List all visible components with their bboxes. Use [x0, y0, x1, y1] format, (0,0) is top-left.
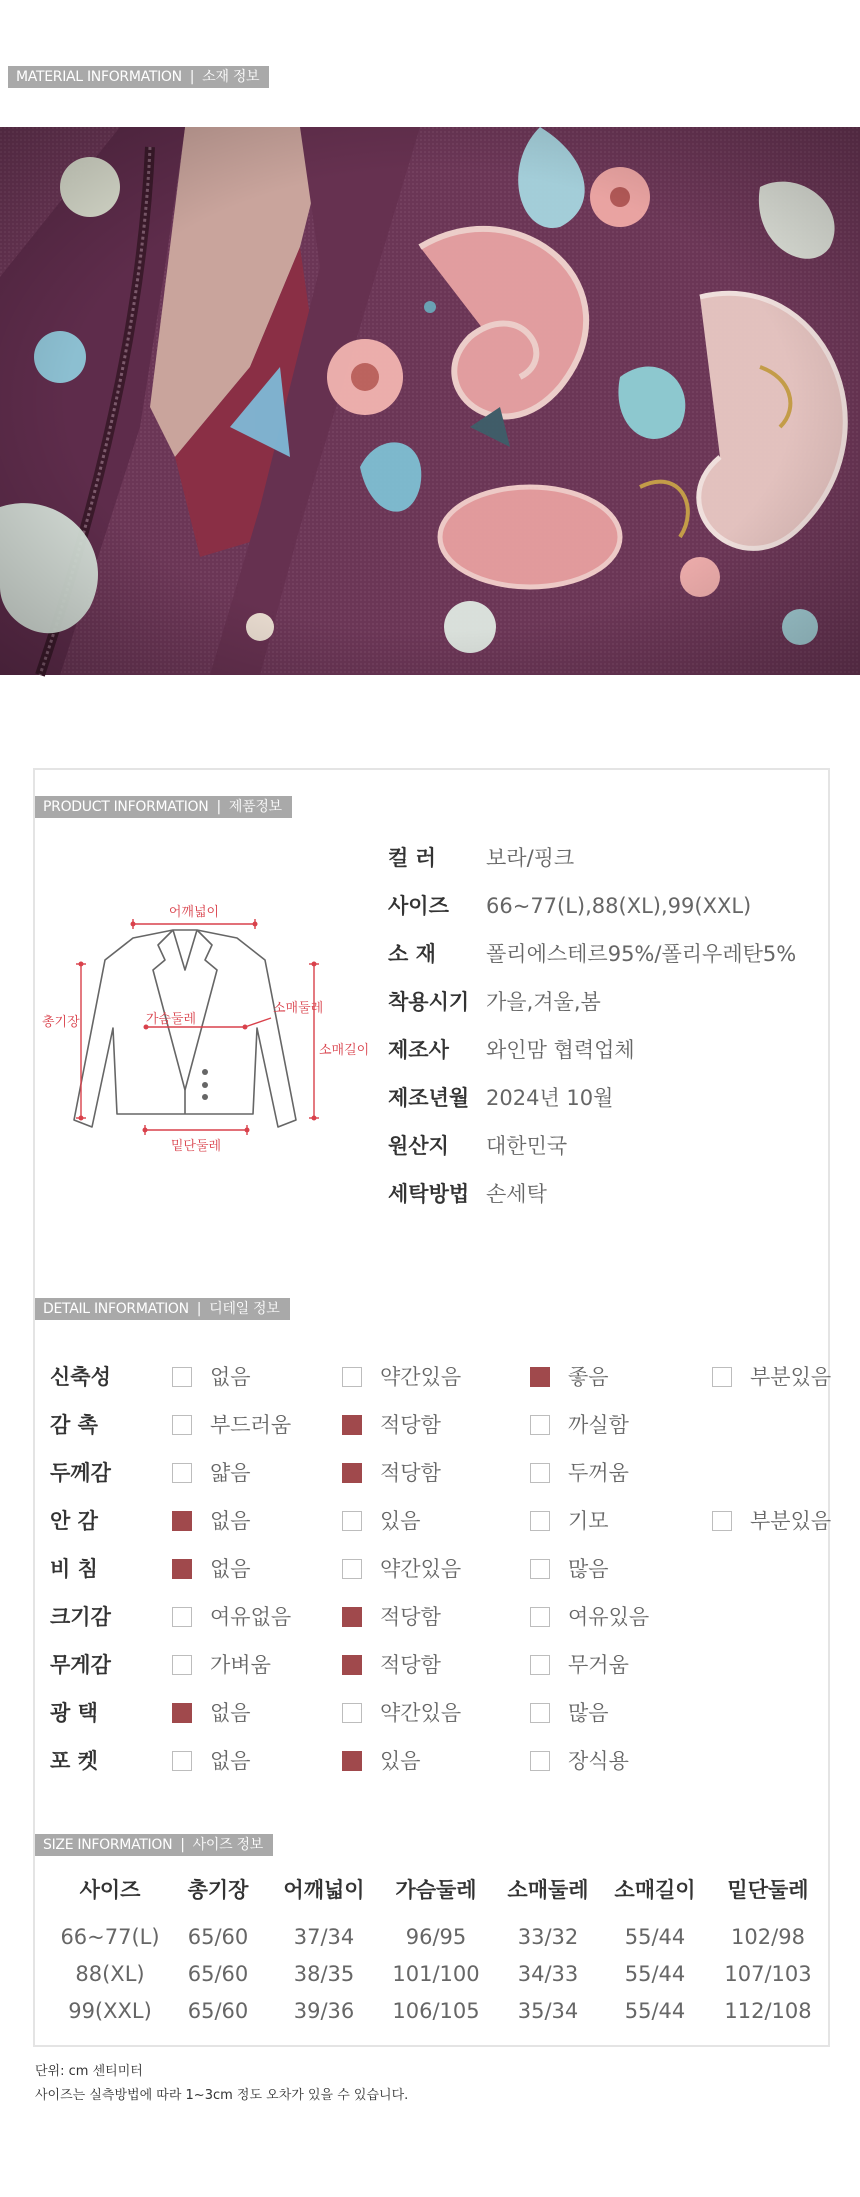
- product-label: 세탁방법: [388, 1182, 470, 1206]
- unchecked-checkbox: [172, 1415, 192, 1435]
- size-cell: 101/100: [392, 1962, 480, 1986]
- unchecked-checkbox: [712, 1511, 732, 1531]
- detail-label: 안 감: [50, 1509, 98, 1533]
- size-diagram: [33, 900, 370, 1160]
- unchecked-checkbox: [530, 1703, 550, 1723]
- tolerance-note: 사이즈는 실측방법에 따라 1~3cm 정도 오차가 있을 수 있습니다.: [35, 2088, 409, 2103]
- detail-label: 크기감: [50, 1605, 111, 1629]
- detail-option-label: 장식용: [568, 1749, 629, 1773]
- detail-info-tag: [35, 1298, 290, 1320]
- product-label: 제조년월: [388, 1086, 470, 1110]
- product-value: 와인맘 협력업체: [486, 1038, 635, 1062]
- detail-option-label: 적당함: [380, 1605, 441, 1629]
- detail-tag-ko: 디테일 정보: [209, 1301, 280, 1317]
- checked-checkbox: [172, 1703, 192, 1723]
- product-value: 2024년 10월: [486, 1086, 614, 1110]
- diagram-sleeve-length-label: 소매길이: [319, 1043, 370, 1058]
- detail-row: [50, 1449, 820, 1497]
- unit-note: 단위: cm 센티미터: [35, 2064, 143, 2079]
- size-header-cell: 사이즈: [79, 1878, 141, 1902]
- checked-checkbox: [342, 1463, 362, 1483]
- detail-option-label: 두꺼움: [568, 1461, 629, 1485]
- detail-option-label: 없음: [210, 1365, 251, 1389]
- unchecked-checkbox: [342, 1703, 362, 1723]
- unchecked-checkbox: [172, 1463, 192, 1483]
- material-info-tag: [8, 66, 269, 88]
- product-info-tag: [35, 796, 292, 818]
- detail-option-label: 얇음: [210, 1461, 251, 1485]
- detail-option-label: 적당함: [380, 1461, 441, 1485]
- product-value: 가을,겨울,봄: [486, 990, 601, 1014]
- product-value: 폴리에스테르95%/폴리우레탄5%: [486, 942, 797, 966]
- size-cell: 55/44: [624, 1999, 686, 2023]
- checked-checkbox: [342, 1607, 362, 1627]
- detail-row: [50, 1545, 820, 1593]
- detail-option-label: 기모: [568, 1509, 609, 1533]
- detail-option-label: 없음: [210, 1749, 251, 1773]
- detail-option-label: 적당함: [380, 1653, 441, 1677]
- diagram-sleeve-circ-label: 소매둘레: [273, 1001, 324, 1016]
- detail-option-label: 부분있음: [750, 1509, 832, 1533]
- detail-option-label: 부드러움: [210, 1413, 292, 1437]
- size-header-cell: 어깨넓이: [283, 1878, 365, 1902]
- size-cell: 55/44: [624, 1925, 686, 1949]
- detail-label: 비 침: [50, 1557, 98, 1581]
- unchecked-checkbox: [342, 1367, 362, 1387]
- unchecked-checkbox: [172, 1751, 192, 1771]
- detail-option-label: 좋음: [568, 1365, 609, 1389]
- checked-checkbox: [342, 1751, 362, 1771]
- size-cell: 35/34: [517, 1999, 579, 2023]
- size-cell: 112/108: [724, 1999, 812, 2023]
- size-info-tag: [35, 1834, 273, 1856]
- detail-option-label: 있음: [380, 1509, 421, 1533]
- size-tag-en: SIZE INFORMATION: [43, 1837, 173, 1853]
- product-label: 컬 러: [388, 846, 436, 870]
- size-header-cell: 총기장: [187, 1878, 249, 1902]
- detail-option-label: 부분있음: [750, 1365, 832, 1389]
- size-header-cell: 소매둘레: [507, 1878, 589, 1902]
- size-cell: 34/33: [517, 1962, 579, 1986]
- size-cell: 37/34: [293, 1925, 355, 1949]
- size-cell: 65/60: [187, 1925, 249, 1949]
- product-label: 사이즈: [388, 894, 449, 918]
- size-tag-ko: 사이즈 정보: [192, 1837, 263, 1853]
- unchecked-checkbox: [712, 1367, 732, 1387]
- diagram-shoulder-label: 어깨넓이: [168, 905, 220, 920]
- size-header-cell: 가슴둘레: [395, 1878, 477, 1902]
- product-tag-en: PRODUCT INFORMATION: [43, 799, 209, 815]
- product-label: 원산지: [388, 1134, 449, 1158]
- tag-separator: |: [189, 69, 195, 85]
- unchecked-checkbox: [530, 1751, 550, 1771]
- product-label: 착용시기: [388, 990, 470, 1014]
- size-cell: 88(XL): [75, 1962, 145, 1986]
- detail-option-label: 있음: [380, 1749, 421, 1773]
- size-header-cell: 소매길이: [614, 1878, 696, 1902]
- detail-label: 감 촉: [50, 1413, 98, 1437]
- detail-option-label: 여유없음: [210, 1605, 292, 1629]
- product-value: 66~77(L),88(XL),99(XXL): [486, 894, 752, 918]
- unchecked-checkbox: [530, 1415, 550, 1435]
- checked-checkbox: [172, 1559, 192, 1579]
- detail-label: 신축성: [50, 1365, 111, 1389]
- tag-separator: |: [216, 799, 221, 815]
- detail-option-label: 없음: [210, 1701, 251, 1725]
- size-cell: 38/35: [293, 1962, 355, 1986]
- detail-option-label: 약간있음: [380, 1557, 462, 1581]
- unchecked-checkbox: [530, 1607, 550, 1627]
- detail-option-label: 가벼움: [210, 1653, 271, 1677]
- checked-checkbox: [342, 1655, 362, 1675]
- detail-row: [50, 1641, 820, 1689]
- unchecked-checkbox: [530, 1559, 550, 1579]
- product-value: 대한민국: [486, 1134, 568, 1158]
- detail-option-label: 없음: [210, 1557, 251, 1581]
- unchecked-checkbox: [172, 1607, 192, 1627]
- checked-checkbox: [172, 1511, 192, 1531]
- unchecked-checkbox: [530, 1655, 550, 1675]
- detail-label: 광 택: [50, 1701, 98, 1725]
- product-value: 손세탁: [486, 1182, 547, 1206]
- size-cell: 107/103: [724, 1962, 812, 1986]
- detail-tag-en: DETAIL INFORMATION: [43, 1301, 189, 1317]
- detail-row: [50, 1689, 820, 1737]
- size-cell: 106/105: [392, 1999, 480, 2023]
- detail-label: 무게감: [50, 1653, 111, 1677]
- material-tag-ko: 소재 정보: [202, 69, 260, 85]
- size-cell: 65/60: [187, 1962, 249, 1986]
- detail-option-label: 없음: [210, 1509, 251, 1533]
- detail-option-label: 약간있음: [380, 1365, 462, 1389]
- size-cell: 65/60: [187, 1999, 249, 2023]
- product-label: 제조사: [388, 1038, 449, 1062]
- size-header-cell: 밑단둘레: [727, 1878, 809, 1902]
- detail-option-label: 까실함: [568, 1413, 629, 1437]
- tag-separator: |: [196, 1301, 202, 1317]
- unchecked-checkbox: [172, 1367, 192, 1387]
- detail-option-label: 무거움: [568, 1653, 629, 1677]
- fabric-photo: [0, 127, 860, 675]
- size-cell: 39/36: [293, 1999, 355, 2023]
- size-cell: 66~77(L): [60, 1925, 160, 1949]
- product-tag-ko: 제품정보: [228, 799, 282, 815]
- size-cell: 99(XXL): [68, 1999, 152, 2023]
- unchecked-checkbox: [530, 1463, 550, 1483]
- product-label: 소 재: [388, 942, 436, 966]
- product-value: 보라/핑크: [486, 846, 575, 870]
- detail-row: [50, 1353, 832, 1401]
- diagram-hem-label: 밑단둘레: [170, 1139, 222, 1154]
- checked-checkbox: [342, 1415, 362, 1435]
- detail-row: [50, 1737, 820, 1785]
- unchecked-checkbox: [342, 1559, 362, 1579]
- detail-option-label: 적당함: [380, 1413, 441, 1437]
- unchecked-checkbox: [172, 1655, 192, 1675]
- detail-option-label: 여유있음: [568, 1605, 650, 1629]
- diagram-total-length-label: 총기장: [42, 1015, 80, 1030]
- detail-label: 포 켓: [50, 1749, 98, 1773]
- detail-option-label: 많음: [568, 1557, 609, 1581]
- diagram-chest-label: 가슴둘레: [145, 1012, 197, 1027]
- size-cell: 96/95: [405, 1925, 467, 1949]
- detail-row: [50, 1593, 820, 1641]
- size-cell: 33/32: [517, 1925, 579, 1949]
- detail-label: 두께감: [50, 1461, 111, 1485]
- checked-checkbox: [530, 1367, 550, 1387]
- unchecked-checkbox: [530, 1511, 550, 1531]
- detail-option-label: 약간있음: [380, 1701, 462, 1725]
- detail-option-label: 많음: [568, 1701, 609, 1725]
- material-tag-en: MATERIAL INFORMATION: [16, 69, 182, 85]
- size-cell: 55/44: [624, 1962, 686, 1986]
- detail-row: [50, 1497, 832, 1545]
- tag-separator: |: [180, 1837, 185, 1853]
- unchecked-checkbox: [342, 1511, 362, 1531]
- size-cell: 102/98: [731, 1925, 805, 1949]
- detail-row: [50, 1401, 820, 1449]
